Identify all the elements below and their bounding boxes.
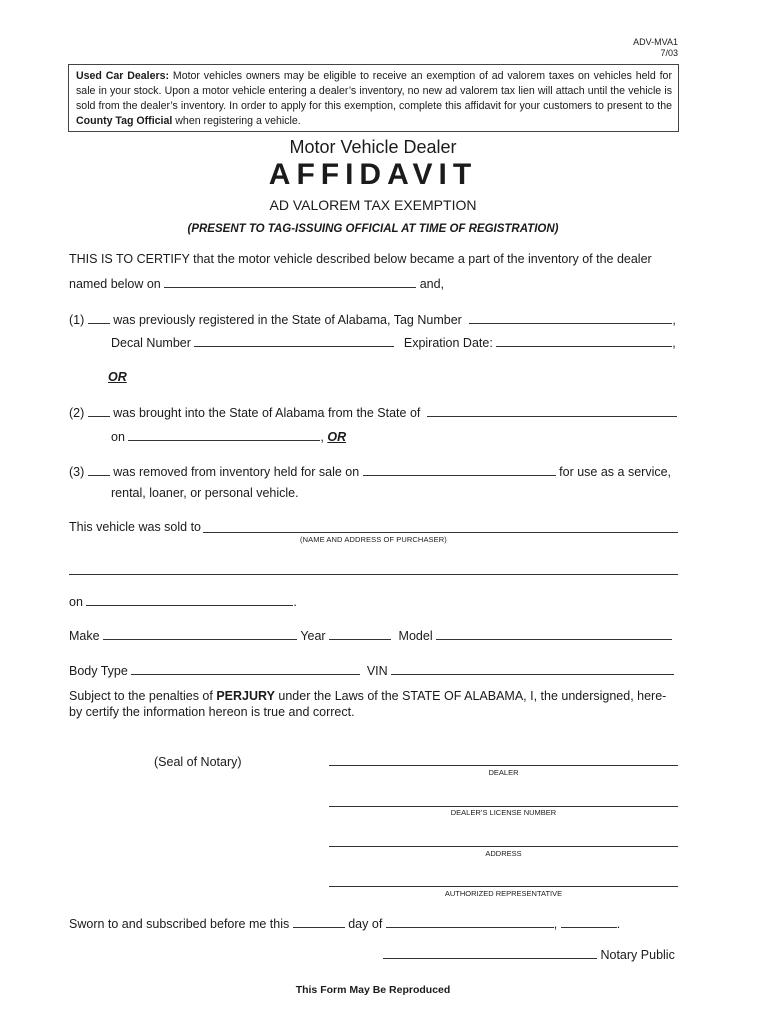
form-date: 7/03 bbox=[660, 48, 678, 58]
sworn-day-field[interactable] bbox=[293, 915, 345, 928]
option-2-or: OR bbox=[327, 430, 347, 444]
perjury-line-2: by certify the information hereon is true and correct. bbox=[69, 705, 355, 719]
certify-line-1: THIS IS TO CERTIFY that the motor vehicle described below became a part of the inventory of the dealer bbox=[69, 252, 652, 266]
or-separator: OR bbox=[108, 370, 127, 384]
option-1-num: (1) bbox=[69, 313, 85, 327]
option-1-text: was previously registered in the State of Alabama, Tag Number bbox=[113, 313, 462, 327]
option-2-text: was brought into the State of Alabama from the State of bbox=[113, 406, 421, 420]
body-type-label: Body Type bbox=[69, 664, 128, 678]
notice-box bbox=[68, 64, 679, 132]
sold-on-label: on bbox=[69, 595, 83, 609]
dealer-caption: DEALER bbox=[488, 768, 519, 777]
notary-signature-field[interactable] bbox=[383, 946, 597, 959]
vehicle-line-1 bbox=[69, 627, 672, 643]
expiration-date-field[interactable] bbox=[496, 334, 672, 347]
option-2-check-field[interactable] bbox=[88, 404, 110, 417]
notary-public-label: Notary Public bbox=[600, 948, 675, 962]
address-field[interactable] bbox=[329, 846, 678, 847]
page-title: AFFIDAVIT bbox=[268, 158, 478, 191]
perjury-bold: PERJURY bbox=[216, 689, 275, 703]
sworn-line: Sworn to and subscribed before me this day of , . bbox=[69, 917, 621, 931]
expiration-label: Expiration Date: bbox=[403, 336, 493, 350]
option-3-check-field[interactable] bbox=[88, 463, 110, 476]
perjury-post: under the Laws of the STATE OF ALABAMA, I, the undersigned, here- bbox=[274, 689, 667, 703]
decal-label: Decal Number bbox=[111, 336, 191, 350]
vehicle-line-2 bbox=[69, 662, 674, 678]
option-2-line-2: on , OR bbox=[111, 430, 347, 444]
sold-date-field[interactable] bbox=[86, 593, 293, 606]
brought-in-date-field[interactable] bbox=[128, 428, 320, 441]
vin-field[interactable] bbox=[391, 662, 674, 675]
year-label: Year bbox=[300, 629, 326, 643]
option-1-line-2 bbox=[111, 334, 676, 350]
option-1-comma-2: , bbox=[672, 336, 676, 350]
sold-to-label: This vehicle was sold to bbox=[69, 520, 202, 534]
tag-number-field[interactable] bbox=[469, 311, 672, 324]
option-3-num: (3) bbox=[69, 465, 85, 479]
sworn-year-field[interactable] bbox=[561, 915, 617, 928]
model-label: Model bbox=[398, 629, 433, 643]
option-1-comma: , bbox=[672, 313, 676, 327]
option-1-check-field[interactable] bbox=[88, 311, 110, 324]
notary-line bbox=[383, 946, 675, 962]
dealer-field[interactable] bbox=[329, 765, 678, 766]
option-2-line-1 bbox=[69, 404, 677, 420]
license-number-caption: DEALER’S LICENSE NUMBER bbox=[450, 808, 557, 817]
title-line-3: AD VALOREM TAX EXEMPTION bbox=[269, 197, 477, 213]
option-2-on-label: on bbox=[111, 430, 125, 444]
sworn-label: Sworn to and subscribed before me this bbox=[69, 917, 290, 931]
state-field[interactable] bbox=[427, 404, 677, 417]
perjury-line-1 bbox=[69, 689, 666, 703]
and-label: and, bbox=[419, 277, 445, 291]
sold-on-line: on . bbox=[69, 595, 297, 609]
sworn-month-field[interactable] bbox=[386, 915, 554, 928]
notice-body-1: Motor vehicles owners may be eligible to receive an exemption of ad valorem taxes on vehicles held for sale in your stock. Upon a motor vehicle entering a dealer’s inventory, no new ad valorem tax lien will attach until the vehicle is sold from the dealer’s inventory. In order to apply for this exemption, complete this affidavit for your customers to present to the bbox=[76, 70, 672, 112]
form-code: ADV-MVA1 bbox=[633, 37, 678, 47]
option-3-line-2: rental, loaner, or personal vehicle. bbox=[111, 486, 299, 500]
title-line-1: Motor Vehicle Dealer bbox=[289, 137, 457, 157]
option-3-line-1 bbox=[69, 463, 671, 479]
option-3-for-use: for use as a service, bbox=[559, 465, 672, 479]
option-1-line-1 bbox=[69, 311, 676, 327]
address-caption: ADDRESS bbox=[485, 849, 522, 858]
body-type-field[interactable] bbox=[131, 662, 360, 675]
make-label: Make bbox=[69, 629, 100, 643]
perjury-pre: Subject to the penalties of bbox=[69, 689, 217, 703]
purchaser-caption: (NAME AND ADDRESS OF PURCHASER) bbox=[300, 535, 447, 544]
option-3-text: was removed from inventory held for sale on bbox=[113, 465, 360, 479]
year-field[interactable] bbox=[329, 627, 391, 640]
make-field[interactable] bbox=[103, 627, 297, 640]
vin-label: VIN bbox=[366, 664, 388, 678]
removed-date-field[interactable] bbox=[363, 463, 556, 476]
decal-number-field[interactable] bbox=[194, 334, 394, 347]
sworn-end: . bbox=[616, 917, 621, 931]
notice-emph: County Tag Official bbox=[76, 115, 173, 127]
authorized-rep-caption: AUTHORIZED REPRESENTATIVE bbox=[444, 889, 563, 898]
authorized-rep-field[interactable] bbox=[329, 886, 678, 887]
footer-note: This Form May Be Reproduced bbox=[295, 984, 451, 996]
title-instruction: (PRESENT TO TAG-ISSUING OFFICIAL AT TIME OF REGISTRATION) bbox=[187, 223, 559, 235]
purchaser-field[interactable] bbox=[203, 532, 678, 533]
model-field[interactable] bbox=[436, 627, 672, 640]
day-of-label: day of bbox=[348, 917, 383, 931]
license-number-field[interactable] bbox=[329, 806, 678, 807]
certify-line-2 bbox=[69, 275, 444, 291]
inventory-date-field[interactable] bbox=[164, 275, 416, 288]
option-2-num: (2) bbox=[69, 406, 85, 420]
seal-of-notary: (Seal of Notary) bbox=[154, 755, 242, 769]
named-below-label: named below on bbox=[69, 277, 161, 291]
purchaser-address-field[interactable] bbox=[69, 574, 678, 575]
notice-body-2: when registering a vehicle. bbox=[172, 115, 301, 127]
notice-lead: Used Car Dealers: bbox=[76, 70, 170, 82]
